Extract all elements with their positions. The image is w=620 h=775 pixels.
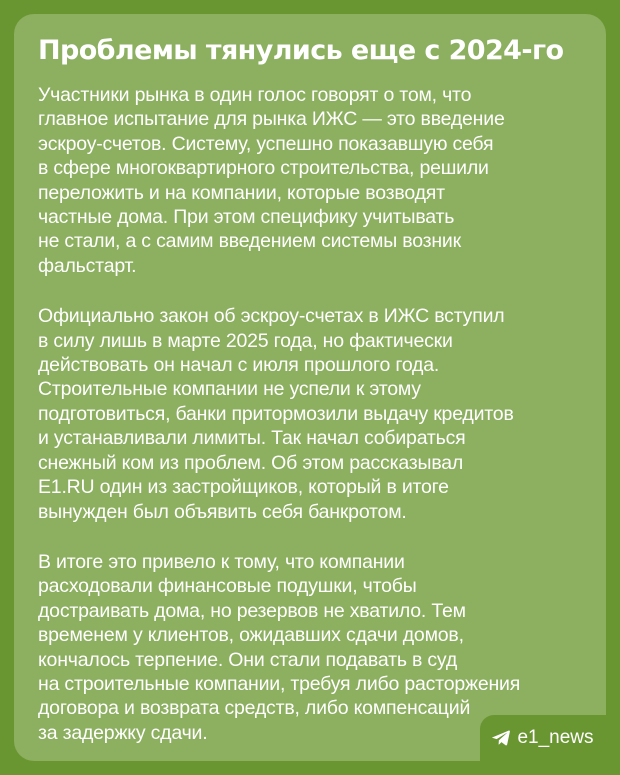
article-card [14, 14, 606, 761]
article-title: Проблемы тянулись еще с 2024-го [38, 35, 564, 66]
channel-handle: e1_news [517, 727, 594, 748]
article-paragraph-1: Участники рынка в один голос говорят о том, что главное испытание для рынка ИЖС — это введение эскроу-счетов. Систему, успешно показавшую себя в сфере многоквартирного строительства, решили переложить и на компании, которые возводят частные дома. При этом специфику учитывать не стали, а с самим введением системы возник фальстарт. [38, 84, 505, 277]
article-paragraph-2: Официально закон об эскроу-счетах в ИЖС вступил в силу лишь в марте 2025 года, но фактически действовать он начал с июля прошлого года. Строительные компании не успели к этому подготовиться, банки притормозили выдачу кредитов и устанавливали лимиты. Так начал собираться снежный ком из проблем. Об этом рассказывал E1.RU один из застройщиков, который в итоге вынужден был объявить себя банкротом. [38, 305, 514, 523]
channel-link[interactable] [480, 715, 606, 761]
article-paragraph-3: В итоге это привело к тому, что компании расходовали финансовые подушки, чтобы достраивать дома, но резервов не хватило. Тем временем у клиентов, ожидавших сдачи домов, кончалось терпение. Они стали подавать в суд на строительные компании, требуя либо расторжения договора и возврата средств, либо компенсаций за задержку сдачи. [38, 550, 521, 744]
telegram-icon [492, 730, 510, 746]
channel-badge [470, 705, 606, 761]
